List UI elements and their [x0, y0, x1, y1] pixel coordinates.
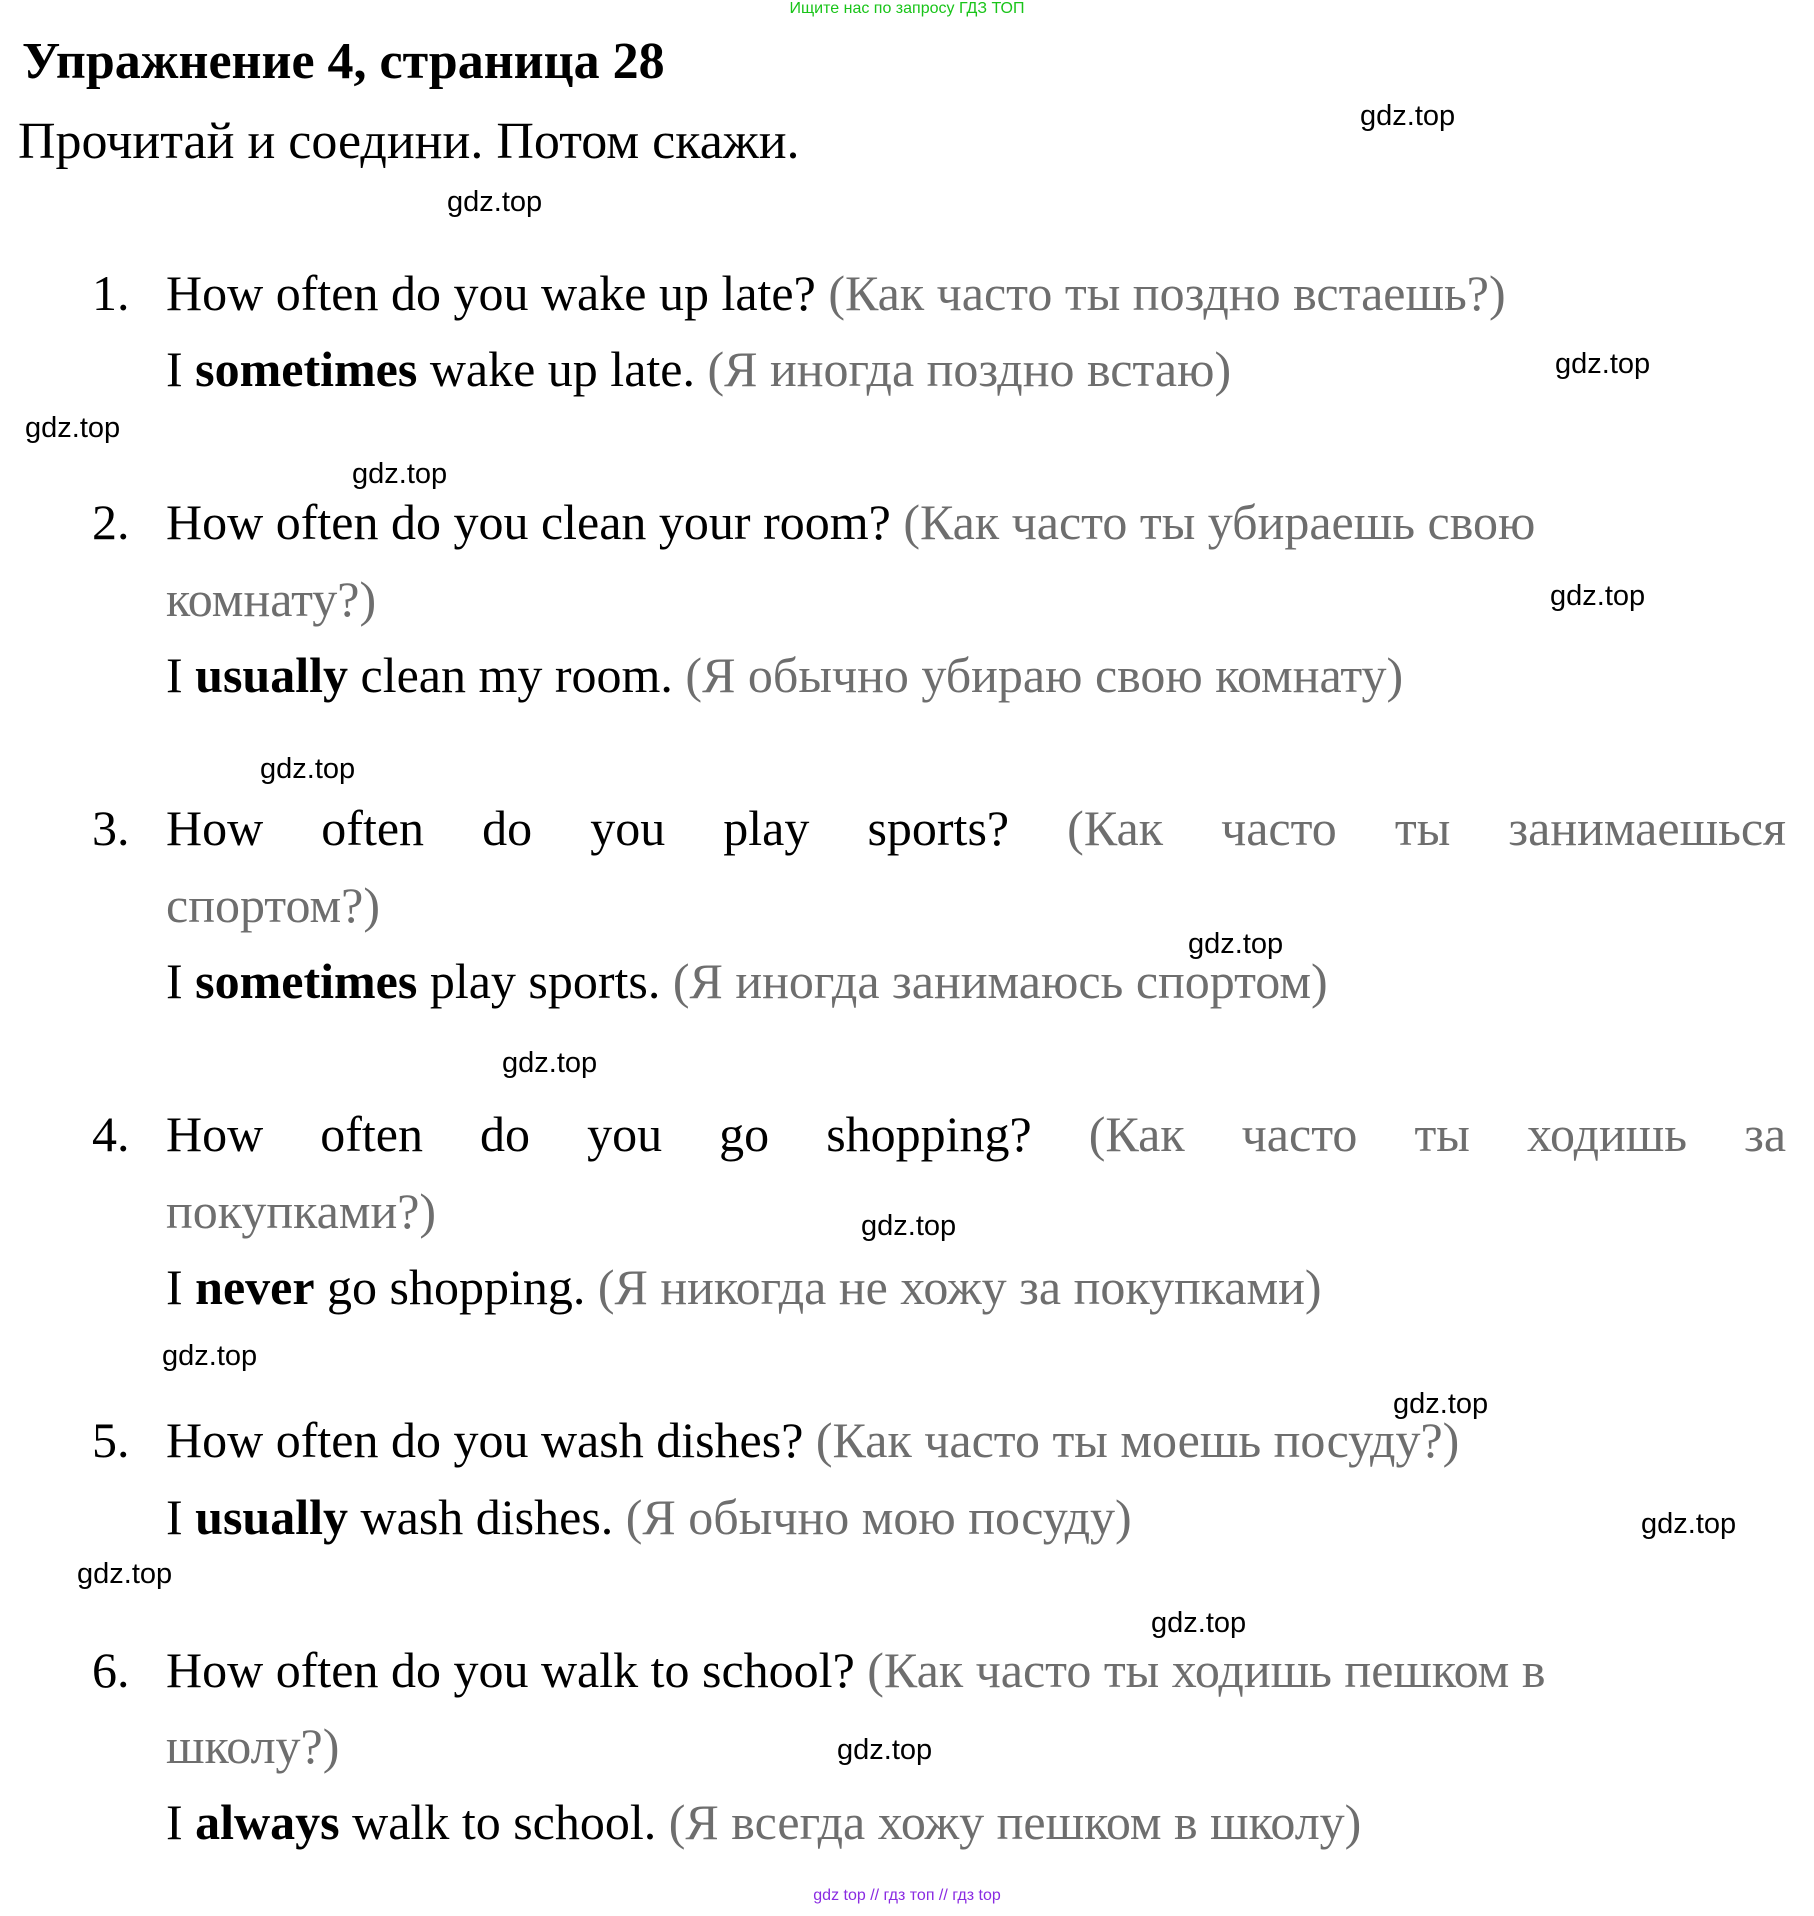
question-ru-continuation: школу?) — [166, 1718, 340, 1774]
answer-ru: (Я обычно убираю свою комнату) — [685, 647, 1404, 703]
answer-line — [166, 340, 1231, 398]
watermark: gdz.top — [1393, 1388, 1489, 1420]
answer-line — [166, 1793, 1361, 1851]
question-ru-word: (Как — [1088, 1106, 1185, 1162]
watermark: gdz.top — [1555, 348, 1651, 380]
question-ru: (Как часто ты поздно встаешь?) — [828, 265, 1506, 321]
answer-ru: (Я иногда занимаюсь спортом) — [672, 953, 1328, 1009]
answer-pre: I — [166, 341, 183, 397]
watermark: gdz.top — [1151, 1607, 1247, 1639]
question-line — [166, 1411, 1459, 1469]
top-search-note: Ищите нас по запросу ГДЗ ТОП — [789, 0, 1025, 17]
answer-adverb: usually — [195, 1489, 349, 1545]
answer-post: wash dishes. — [360, 1489, 614, 1545]
question-line-justified — [166, 799, 1786, 857]
question-word: How — [166, 800, 264, 856]
answer-adverb: usually — [195, 647, 349, 703]
question-en: How often do you wash dishes? — [166, 1412, 804, 1468]
answer-pre: I — [166, 953, 183, 1009]
question-word: do — [482, 800, 533, 856]
answer-adverb: always — [195, 1794, 340, 1850]
answer-line — [166, 1258, 1322, 1316]
answer-post: walk to school. — [352, 1794, 657, 1850]
watermark: gdz.top — [837, 1734, 933, 1766]
question-word: play — [723, 800, 810, 856]
watermark: gdz.top — [77, 1558, 173, 1590]
question-word: you — [587, 1106, 663, 1162]
answer-ru: (Я иногда поздно встаю) — [707, 341, 1232, 397]
answer-post: wake up late. — [429, 341, 695, 397]
question-ru-word: ты — [1414, 1106, 1470, 1162]
watermark: gdz.top — [447, 186, 543, 218]
question-ru-word: за — [1744, 1106, 1787, 1162]
answer-ru: (Я всегда хожу пешком в школу) — [668, 1794, 1362, 1850]
question-word: often — [321, 800, 425, 856]
watermark: gdz.top — [162, 1340, 258, 1372]
watermark: gdz.top — [25, 412, 121, 444]
exercise-instruction: Прочитай и соедини. Потом скажи. — [18, 113, 800, 170]
question-en: How often do you walk to school? — [166, 1642, 855, 1698]
question-line-justified — [166, 1105, 1786, 1163]
answer-pre: I — [166, 647, 183, 703]
answer-line — [166, 952, 1328, 1010]
question-ru-continuation: спортом?) — [166, 877, 381, 933]
question-word: go — [719, 1106, 770, 1162]
question-word: sports? — [867, 800, 1010, 856]
question-word: do — [480, 1106, 531, 1162]
question-en: How often do you wake up late? — [166, 265, 816, 321]
item-number: 1. — [92, 265, 130, 321]
question-word: How — [166, 1106, 264, 1162]
item-number: 3. — [92, 800, 130, 856]
item-number: 2. — [92, 494, 130, 550]
answer-ru: (Я никогда не хожу за покупками) — [597, 1259, 1322, 1315]
answer-adverb: sometimes — [195, 953, 418, 1009]
answer-adverb: never — [195, 1259, 315, 1315]
question-ru-word: ты — [1394, 800, 1451, 856]
question-ru-word: (Как — [1067, 800, 1163, 856]
question-line — [166, 493, 1535, 551]
item-number: 6. — [92, 1642, 130, 1698]
question-word: you — [590, 800, 666, 856]
watermark: gdz.top — [1188, 928, 1284, 960]
question-ru: (Как часто ты убираешь свою — [903, 494, 1536, 550]
answer-ru: (Я обычно мою посуду) — [625, 1489, 1132, 1545]
page-title: Упражнение 4, страница 28 — [22, 33, 665, 90]
question-ru-word: занимаешься — [1508, 800, 1787, 856]
answer-post: clean my room. — [360, 647, 673, 703]
question-ru-word: часто — [1241, 1106, 1358, 1162]
watermark: gdz.top — [1360, 100, 1456, 132]
question-word: shopping? — [826, 1106, 1032, 1162]
question-ru-continuation: покупками?) — [166, 1183, 437, 1239]
watermark: gdz.top — [1641, 1508, 1737, 1540]
question-ru-word: ходишь — [1526, 1106, 1688, 1162]
answer-pre: I — [166, 1489, 183, 1545]
question-word: often — [320, 1106, 423, 1162]
watermark: gdz.top — [352, 458, 448, 490]
watermark: gdz.top — [260, 753, 356, 785]
question-line — [166, 1641, 1545, 1699]
question-ru: (Как часто ты ходишь пешком в — [867, 1642, 1546, 1698]
question-ru: (Как часто ты моешь посуду?) — [815, 1412, 1460, 1468]
question-line — [166, 264, 1506, 322]
watermark: gdz.top — [861, 1210, 957, 1242]
answer-pre: I — [166, 1259, 183, 1315]
answer-post: play sports. — [429, 953, 661, 1009]
answer-post: go shopping. — [327, 1259, 586, 1315]
item-number: 5. — [92, 1412, 130, 1468]
answer-line — [166, 1488, 1132, 1546]
question-ru-continuation: комнату?) — [166, 571, 377, 627]
question-ru-word: часто — [1221, 800, 1337, 856]
answer-adverb: sometimes — [195, 341, 418, 397]
question-en: How often do you clean your room? — [166, 494, 891, 550]
answer-pre: I — [166, 1794, 183, 1850]
watermark: gdz.top — [1550, 580, 1646, 612]
answer-line — [166, 646, 1403, 704]
item-number: 4. — [92, 1106, 130, 1162]
watermark: gdz.top — [502, 1047, 598, 1079]
footer-text: gdz top // гдз топ // гдз top — [813, 1887, 1001, 1904]
